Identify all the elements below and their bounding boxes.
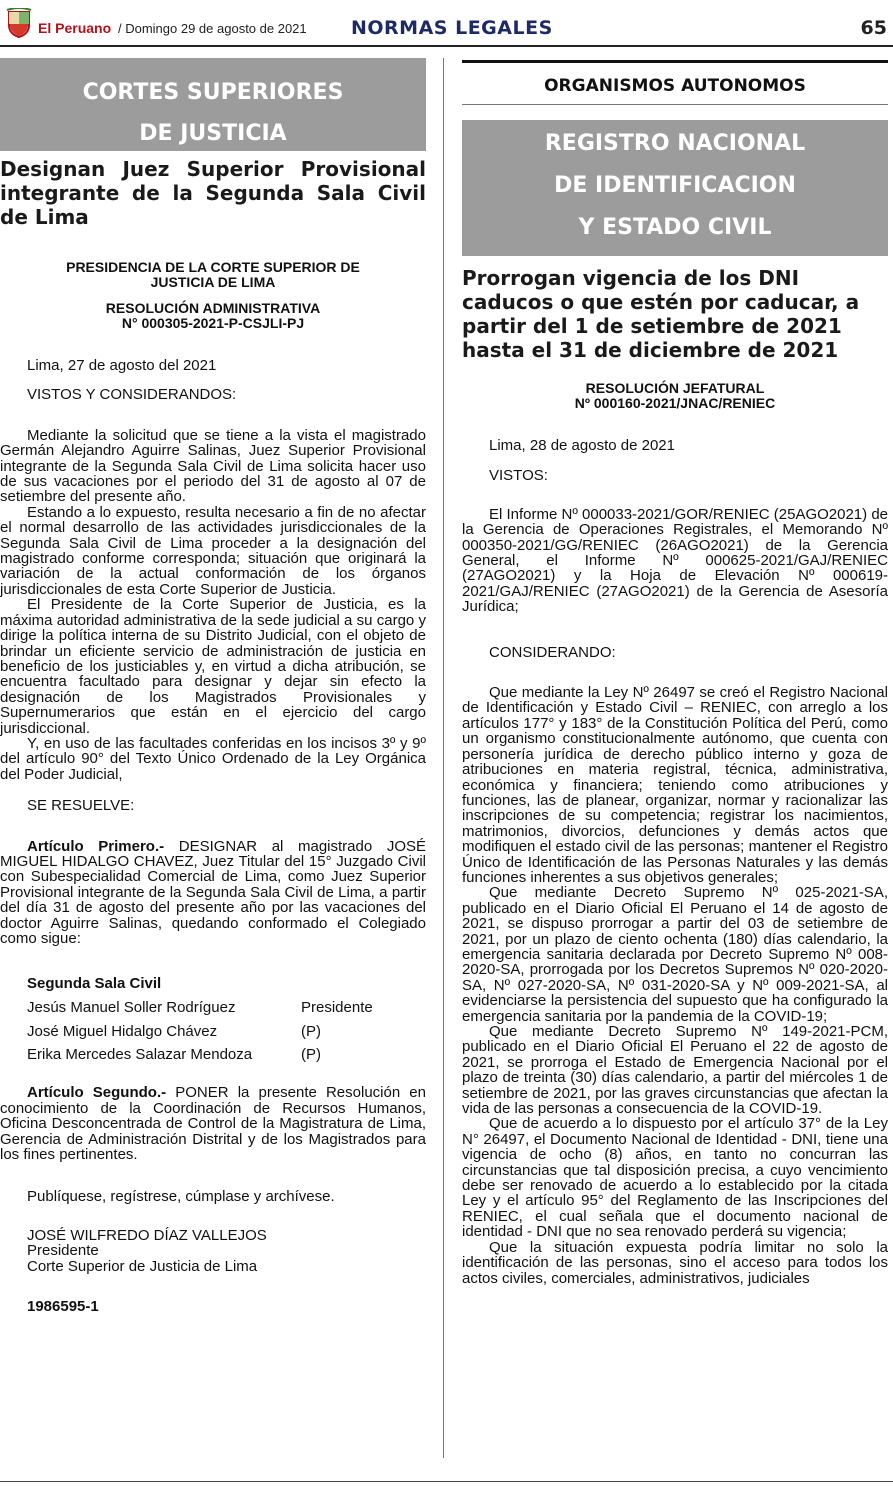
resolution-number: RESOLUCIÓN JEFATURAL Nº 000160-2021/JNAC/RENIEC xyxy=(574,380,776,411)
publication-code: 1986595-1 xyxy=(27,1297,99,1315)
right-column xyxy=(462,58,888,1286)
article-label: Artículo Segundo.- xyxy=(27,1084,167,1102)
coat-of-arms-icon xyxy=(6,8,32,38)
signer-role: Presidente xyxy=(27,1242,99,1260)
member-role: (P) xyxy=(301,1022,321,1040)
paragraph: Que mediante Decreto Supremo Nº 025-2021-SA, publicado en el Diario Oficial El Peruano el 14 de agosto de 2021, se dispuso prorrogar a partir del 03 de setiembre de 2021, por un plazo de ciento ochenta (180) días calendario, la emergencia sanitaria declarada por Decreto Supremo Nº 008-2020-SA, prorrogada por los Decretos Supremos Nº 020-2020-SA, Nº 027-2020-SA, Nº 031-2020-SA y Nº 009-2021-SA, al evidenciarse la persistencia del supuesto que ha configurado la emergencia sanitaria por la pandemia de la COVID-19; xyxy=(462,884,888,1025)
paragraph: Mediante la solicitud que se tiene a la vista el magistrado Germán Alejandro Aguirre Salinas, Juez Superior Provisional integrante de la Segunda Sala Civil de Lima solicita hacer uso de sus vacaciones por el periodo del 31 de agosto al 07 de setiembre del presente año. xyxy=(0,426,426,506)
paragraph: El Presidente de la Corte Superior de Justicia, es la máxima autoridad administrativa de la sede judicial a su cargo y dirige la política interna de su Distrito Judicial, con el objeto de brindar un eficiente servicio de administración de justicia en beneficio de los justiciables y, en virtud a dicha atribución, se encuentra facultado para designar y dejar sin efecto la designación de los Magistrados Provisionales y Supernumerarios que están en el ejercicio del cargo jurisdiccional. xyxy=(0,596,426,737)
vistos-heading: VISTOS: xyxy=(489,467,548,485)
paragraph: Y, en uso de las facultades conferidas en los incisos 3º y 9º del artículo 90° del Texto Único Ordenado de la Ley Orgánica del Poder Judicial, xyxy=(0,734,426,783)
sala-members-table xyxy=(27,996,426,1067)
closing-formula: Publíquese, regístrese, cúmplase y archívese. xyxy=(27,1188,335,1206)
page-header xyxy=(0,0,893,50)
article-headline: Designan Juez Superior Provisional integrante de la Segunda Sala Civil de Lima xyxy=(0,157,426,229)
date-line: Lima, 27 de agosto del 2021 xyxy=(27,357,217,374)
section-heading: ORGANISMOS AUTONOMOS xyxy=(462,60,888,105)
article-first: Artículo Primero.- DESIGNAR al magistrado JOSÉ MIGUEL HIDALGO CHAVEZ, Juez Titular del 15° Juzgado Civil con Subespecialidad Comercial de Lima, como Juez Superior Provisional integrante de la Segunda Sala Civil de Lima, a partir del día 31 de agosto del presente año por las vacaciones del doctor Aguirre Salinas, quedando conformado el Colegiado como sigue: xyxy=(0,837,426,947)
member-role: Presidente xyxy=(301,999,373,1017)
issue-date: / Domingo 29 de agosto de 2021 xyxy=(118,21,307,36)
paragraph: Que mediante la Ley Nº 26497 se creó el Registro Nacional de Identificación y Estado Civil – RENIEC, con arreglo a los artículos 177° y 183° de la Constitución Política del Perú, como un organismo constitucionalmente autónomo, que cuenta con personería jurídica de derecho público interno y goza de atribuciones en materia registral, técnica, administrativa, económica y financiera; teniendo como atribuciones y funciones, las de planear, organizar, normar y racionalizar las inscripciones de su competencia; registrar los nacimientos, matrimonios, divorcios, defunciones y demás actos que modifiquen el estado civil de las personas; mantener el Registro Único de Identificación de las Personas Naturales y las demás funciones inherentes a sus objetivos generales; xyxy=(462,684,888,886)
paragraph: Estando a lo expuesto, resulta necesario a fin de no afectar el normal desarrollo de las actividades jurisdiccionales de la Segunda Sala Civil de Lima proceder a la designación del magistrado conforme corresponda; situación que originará la variación de la actual conformación de los órganos jurisdiccionales de esta Corte Superior de Justicia. xyxy=(0,503,426,598)
article-second: Artículo Segundo.- PONER la presente Resolución en conocimiento de la Coordinación de Recursos Humanos, Oficina Desconcentrada de Control de la Magistratura de Lima, Gerencia de Administración Distrital y de los Magistrados para los fines pertinentes. xyxy=(0,1084,426,1163)
header-rule xyxy=(0,45,893,47)
article-headline: Prorrogan vigencia de los DNI caducos o que estén por caducar, a partir del 1 de setiembre de 2021 hasta el 31 de diciembre de 2021 xyxy=(462,266,860,362)
page-number: 65 xyxy=(860,17,887,39)
member-name: José Miguel Hidalgo Chávez xyxy=(27,1022,218,1040)
considerando-heading: CONSIDERANDO: xyxy=(489,643,616,661)
left-column xyxy=(0,58,426,1314)
resolution-number: RESOLUCIÓN ADMINISTRATIVA N° 000305-2021-P-CSJLI-PJ xyxy=(105,300,321,331)
signer-org: Corte Superior de Justicia de Lima xyxy=(27,1257,258,1275)
newspaper-brand: El Peruano xyxy=(38,20,112,36)
sala-title: Segunda Sala Civil xyxy=(27,975,162,993)
vistos-heading: VISTOS Y CONSIDERANDOS: xyxy=(27,386,237,404)
member-name: Erika Mercedes Salazar Mendoza xyxy=(27,1046,253,1064)
section-banner-cortes: CORTES SUPERIORES DE JUSTICIA xyxy=(0,58,426,151)
signature-block xyxy=(0,1228,426,1274)
section-banner-reniec: REGISTRO NACIONAL DE IDENTIFICACION Y ESTADO CIVIL xyxy=(462,120,888,256)
date-line: Lima, 28 de agosto de 2021 xyxy=(489,437,675,454)
member-role: (P) xyxy=(301,1046,321,1064)
member-name: Jesús Manuel Soller Rodríguez xyxy=(27,999,236,1017)
table-row xyxy=(27,996,426,1020)
footer-rule xyxy=(0,1481,893,1482)
table-row xyxy=(27,1019,426,1043)
paragraph: Que mediante Decreto Supremo Nº 149-2021-PCM, publicado en el Diario Oficial El Peruano el 22 de agosto de 2021, se prorroga el Estado de Emergencia Nacional por el plazo de treinta (30) días calendario, a partir del miércoles 1 de setiembre de 2021, por las graves circunstancias que afectan la vida de las personas a consecuencia de la COVID-19. xyxy=(462,1023,888,1118)
issuer: PRESIDENCIA DE LA CORTE SUPERIOR DE JUSTICIA DE LIMA xyxy=(66,259,360,290)
column-divider xyxy=(443,58,444,1458)
paragraph: Que de acuerdo a lo dispuesto por el artículo 37° de la Ley N° 26497, el Documento Nacional de Identidad - DNI, tiene una vigencia de ocho (8) años, en tanto no concurran las circunstancias que tal disposición precisa, a cuyo vencimiento debe ser renovado de acuerdo a lo establecido por la citada Ley y el artículo 95° del Reglamento de las Inscripciones del RENIEC, el cual señala que el documento nacional de identidad - DNI que no sea renovado perderá su vigencia; xyxy=(462,1115,888,1241)
article-label: Artículo Primero.- xyxy=(27,837,165,855)
resuelve-heading: SE RESUELVE: xyxy=(27,797,135,815)
section-title: NORMAS LEGALES xyxy=(351,17,553,39)
signer-name: JOSÉ WILFREDO DÍAZ VALLEJOS xyxy=(27,1226,267,1244)
paragraph: Que la situación expuesta podría limitar no solo la identificación de las personas, sino el acceso para todos los actos civiles, comerciales, administrativos, judiciales xyxy=(462,1238,888,1287)
table-row xyxy=(27,1043,426,1067)
paragraph: El Informe Nº 000033-2021/GOR/RENIEC (25AGO2021) de la Gerencia de Operaciones Registrales, el Memorando Nº 000350-2021/GG/RENIEC (26AGO2021) de la Gerencia General, el Informe Nº 000625-2021/GAJ/RENIEC (27AGO2021) y la Hoja de Elevación Nº 000619-2021/GAJ/RENIEC (27AGO2021) de la Gerencia de Asesoría Jurídica; xyxy=(462,505,889,616)
